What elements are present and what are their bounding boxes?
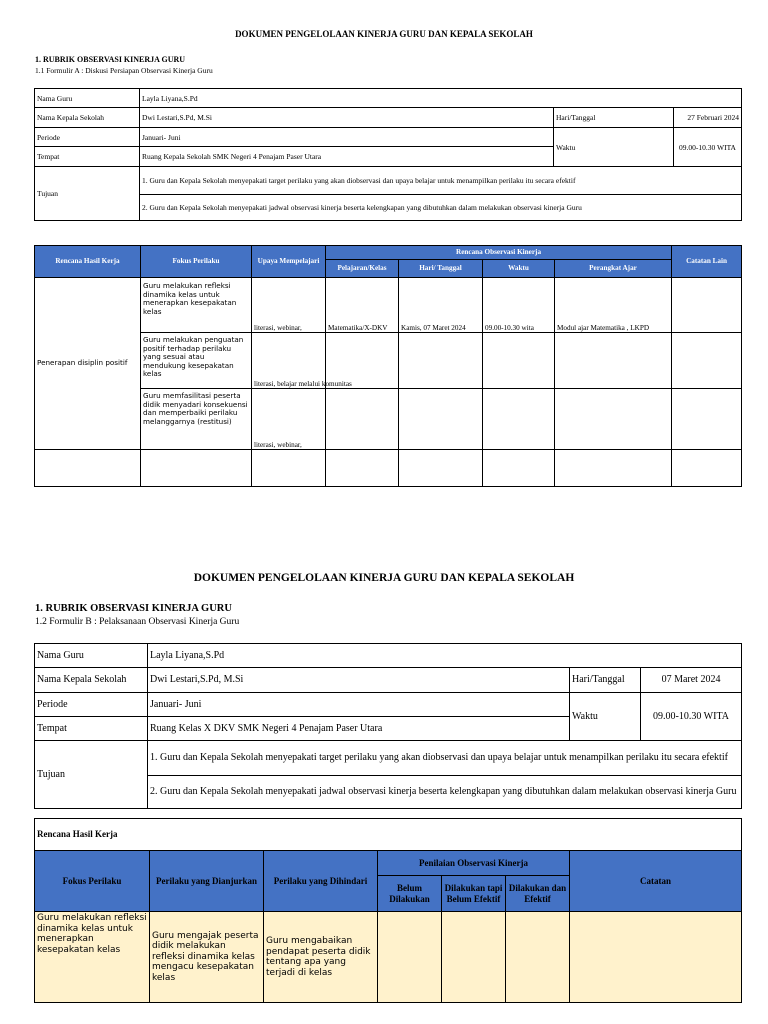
header-hari-tanggal: Hari/ Tanggal (399, 260, 483, 278)
upaya-cell: literasi, webinar, (252, 389, 326, 450)
pelajaran-cell: Matematika/X-DKV (326, 278, 399, 333)
tujuan-item-2: 2. Guru dan Kepala Sekolah menyepakati jadwal observasi kinerja beserta kelengkapan yang dibutuhkan dalam melakukan observasi kinerja Guru (148, 776, 742, 809)
hari-cell (399, 389, 483, 450)
doc1-subsection: 1.1 Formulir A : Diskusi Persiapan Observasi Kinerja Guru (35, 66, 213, 75)
table-row (35, 450, 742, 487)
tujuan-item-1: 1. Guru dan Kepala Sekolah menyepakati target perilaku yang akan diobservasi dan upaya belajar untuk menampilkan perilaku itu secara efektif (148, 741, 742, 776)
header-dilakukan-efektif: Dilakukan dan Efektif (506, 876, 570, 912)
value-hari-tanggal: 07 Maret 2024 (641, 668, 742, 693)
doc2-observation-table (34, 818, 742, 1003)
value-waktu: 09.00-10.30 WITA (641, 693, 742, 741)
label-tujuan: Tujuan (35, 741, 148, 809)
header-catatan: Catatan (570, 851, 742, 912)
label-waktu: Waktu (570, 693, 641, 741)
value-tempat: Ruang Kepala Sekolah SMK Negeri 4 Penajam Paser Utara (140, 147, 554, 167)
label-kepala-sekolah: Nama Kepala Sekolah (35, 108, 140, 128)
table-row (35, 912, 742, 1003)
label-hari-tanggal: Hari/Tanggal (570, 668, 641, 693)
label-periode: Periode (35, 128, 140, 147)
fokus-cell: Guru melakukan penguatan positif terhadap perilaku yang sesuai atau mendukung kesepakatan kelas (141, 333, 252, 389)
header-upaya-mempelajari: Upaya Mempelajari (252, 246, 326, 278)
label-nama-guru: Nama Guru (35, 89, 140, 108)
doc2-section: 1. RUBRIK OBSERVASI KINERJA GURU (35, 603, 232, 614)
rencana-hasil-kerja-label: Rencana Hasil Kerja (35, 819, 742, 851)
value-hari-tanggal: 27 Februari 2024 (674, 108, 742, 128)
belum-cell (378, 912, 442, 1003)
label-periode: Periode (35, 693, 148, 717)
catatan-cell (570, 912, 742, 1003)
header-penilaian-observasi: Penilaian Observasi Kinerja (378, 851, 570, 876)
table-row (35, 333, 742, 389)
header-rencana-hasil-kerja: Rencana Hasil Kerja (35, 246, 141, 278)
header-dilakukan-belum-efektif: Dilakukan tapi Belum Efektif (442, 876, 506, 912)
perangkat-cell: Modul ajar Matematika , LKPD (555, 278, 672, 333)
value-kepala-sekolah: Dwi Lestari,S.Pd, M.Si (140, 108, 554, 128)
efektif-cell (506, 912, 570, 1003)
dianjurkan-cell: Guru mengajak peserta didik melakukan refleksi dinamika kelas mengacu kesepakatan kelas (150, 912, 264, 1003)
header-perilaku-dianjurkan: Perilaku yang Dianjurkan (150, 851, 264, 912)
label-tempat: Tempat (35, 717, 148, 741)
dihindari-cell: Guru mengabaikan pendapat peserta didik tentang apa yang terjadi di kelas (264, 912, 378, 1003)
header-pelajaran-kelas: Pelajaran/Kelas (326, 260, 399, 278)
label-tempat: Tempat (35, 147, 140, 167)
perangkat-cell (555, 389, 672, 450)
catatan-cell (672, 389, 742, 450)
header-fokus-perilaku: Fokus Perilaku (35, 851, 150, 912)
doc1-plan-table (34, 245, 742, 487)
pelajaran-cell (326, 389, 399, 450)
value-nama-guru: Layla Liyana,S.Pd (140, 89, 742, 108)
catatan-cell (672, 333, 742, 389)
upaya-cell: literasi, belajar melalui komunitas (252, 333, 326, 389)
label-tujuan: Tujuan (35, 167, 140, 221)
label-nama-guru: Nama Guru (35, 644, 148, 668)
doc1-title: DOKUMEN PENGELOLAAN KINERJA GURU DAN KEPALA SEKOLAH (235, 29, 533, 39)
value-periode: Januari- Juni (148, 693, 570, 717)
perangkat-cell (555, 333, 672, 389)
waktu-cell (483, 333, 555, 389)
table-row (35, 278, 742, 333)
rhk-cell: Penerapan disiplin positif (35, 278, 141, 450)
doc1-section: 1. RUBRIK OBSERVASI KINERJA GURU (35, 55, 186, 64)
header-waktu: Waktu (483, 260, 555, 278)
value-nama-guru: Layla Liyana,S.Pd (148, 644, 742, 668)
doc2-info-table (34, 643, 742, 809)
label-hari-tanggal: Hari/Tanggal (554, 108, 674, 128)
header-perilaku-dihindari: Perilaku yang Dihindari (264, 851, 378, 912)
header-belum-dilakukan: Belum Dilakukan (378, 876, 442, 912)
fokus-cell: Guru melakukan refleksi dinamika kelas untuk menerapkan kesepakatan kelas (35, 912, 150, 1003)
table-row (35, 389, 742, 450)
doc2-subsection: 1.2 Formulir B : Pelaksanaan Observasi Kinerja Guru (35, 617, 240, 627)
hari-cell (399, 333, 483, 389)
header-rencana-observasi: Rencana Observasi Kinerja (326, 246, 672, 260)
fokus-cell: Guru melakukan refleksi dinamika kelas untuk menerapkan kesepakatan kelas (141, 278, 252, 333)
fokus-cell: Guru memfasilitasi peserta didik menyadari konsekuensi dan memperbaiki perilaku melanggarnya (restitusi) (141, 389, 252, 450)
value-periode: Januari- Juni (140, 128, 554, 147)
doc2-title: DOKUMEN PENGELOLAAN KINERJA GURU DAN KEPALA SEKOLAH (193, 572, 575, 584)
doc1-info-table (34, 88, 742, 221)
header-perangkat-ajar: Perangkat Ajar (555, 260, 672, 278)
label-kepala-sekolah: Nama Kepala Sekolah (35, 668, 148, 693)
header-catatan-lain: Catatan Lain (672, 246, 742, 278)
value-tempat: Ruang Kelas X DKV SMK Negeri 4 Penajam Paser Utara (148, 717, 570, 741)
header-fokus-perilaku: Fokus Perilaku (141, 246, 252, 278)
tujuan-item-1: 1. Guru dan Kepala Sekolah menyepakati target perilaku yang akan diobservasi dan upaya belajar untuk menampilkan perilaku itu secara efektif (140, 167, 742, 195)
tapi-cell (442, 912, 506, 1003)
catatan-cell (672, 278, 742, 333)
value-waktu: 09.00-10.30 WITA (674, 128, 742, 167)
tujuan-item-2: 2. Guru dan Kepala Sekolah menyepakati jadwal observasi kinerja beserta kelengkapan yang dibutuhkan dalam melakukan observasi kinerja Guru (140, 195, 742, 221)
waktu-cell: 09.00-10.30 wita (483, 278, 555, 333)
hari-cell: Kamis, 07 Maret 2024 (399, 278, 483, 333)
label-waktu: Waktu (554, 128, 674, 167)
upaya-cell: literasi, webinar, (252, 278, 326, 333)
value-kepala-sekolah: Dwi Lestari,S.Pd, M.Si (148, 668, 570, 693)
waktu-cell (483, 389, 555, 450)
